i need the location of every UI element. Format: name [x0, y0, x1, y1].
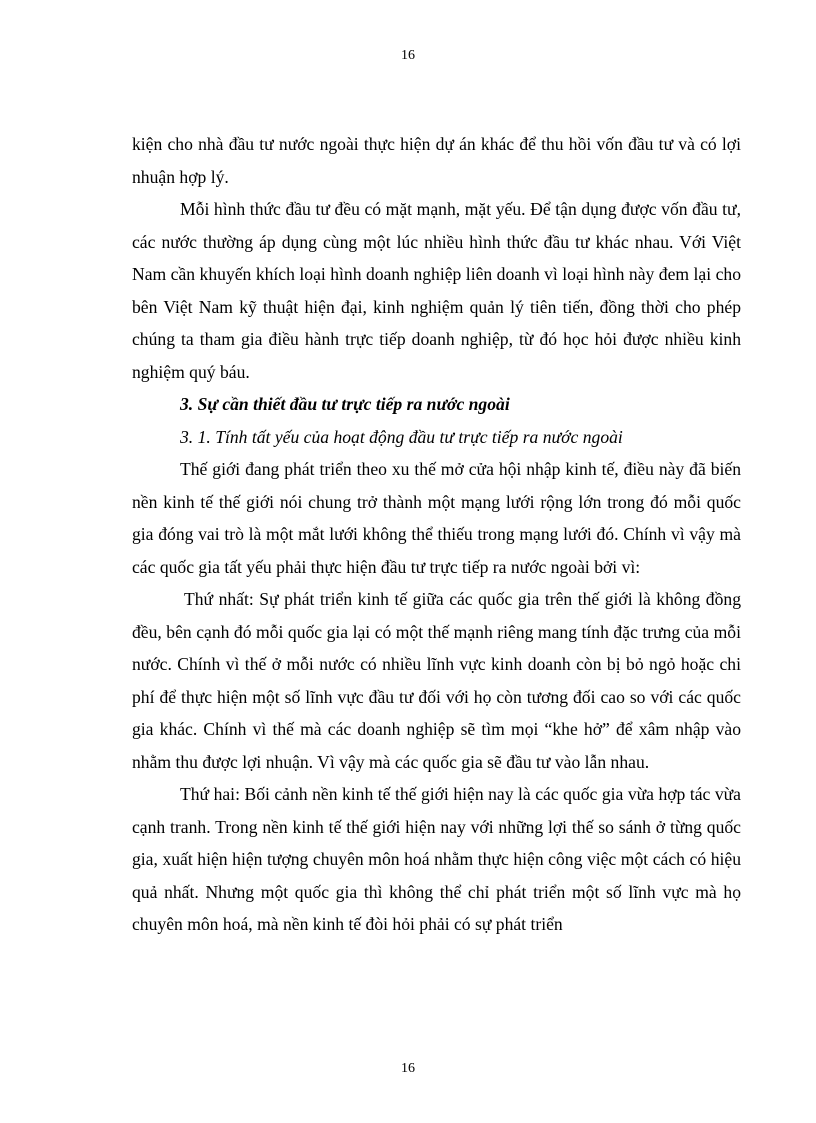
paragraph-world-economy: Thế giới đang phát triển theo xu thế mở cửa hội nhập kinh tế, điều này đã biến nền kinh tế thế giới nói chung trở thành một mạng lưới rộng lớn trong đó mỗi quốc gia đóng vai trò là một mắt lưới không thể thiếu trong mạng lưới đó. Chính vì vậy mà các quốc gia tất yếu phải thực hiện đầu tư trực tiếp ra nước ngoài bởi vì:	[132, 459, 741, 577]
paragraph-investment-forms: Mỗi hình thức đầu tư đều có mặt mạnh, mặt yếu. Để tận dụng được vốn đầu tư, các nước thường áp dụng cùng một lúc nhiều hình thức đầu tư khác nhau. Với Việt Nam cần khuyến khích loại hình doanh nghiệp liên doanh vì loại hình này đem lại cho bên Việt Nam kỹ thuật hiện đại, kinh nghiệm quản lý tiên tiến, đồng thời cho phép chúng ta tham gia điều hành trực tiếp doanh nghiệp, từ đó học hỏi được nhiều kinh nghiệm quý báu.	[132, 199, 741, 382]
page-number-top: 16	[401, 48, 415, 63]
subsection-heading-3-1: 3. 1. Tính tất yếu của hoạt động đầu tư trực tiếp ra nước ngoài	[180, 426, 623, 447]
paragraph-first-reason: Thứ nhất: Sự phát triển kinh tế giữa các quốc gia trên thế giới là không đồng đều, bên cạnh đó mỗi quốc gia lại có một thế mạnh riêng mang tính đặc trưng của mỗi nước. Chính vì thế ở mỗi nước có nhiều lĩnh vực kinh doanh còn bị bỏ ngỏ hoặc chi phí để thực hiện một số lĩnh vực đầu tư đối với họ còn tương đối cao so với các quốc gia khác. Chính vì thế mà các doanh nghiệp sẽ tìm mọi “khe hở” để xâm nhập vào nhằm thu được lợi nhuận. Vì vậy mà các quốc gia sẽ đầu tư vào lẫn nhau.	[132, 589, 741, 772]
document-body	[132, 128, 741, 941]
paragraph-second-reason: Thứ hai: Bối cảnh nền kinh tế thế giới hiện nay là các quốc gia vừa hợp tác vừa cạnh tranh. Trong nền kinh tế thế giới hiện nay với những lợi thế so sánh ở từng quốc gia, xuất hiện hiện tượng chuyên môn hoá nhằm thực hiện công việc một cách có hiệu quả nhất. Nhưng một quốc gia thì không thể chỉ phát triển một số lĩnh vực mà họ chuyên môn hoá, mà nền kinh tế đòi hỏi phải có sự phát triển	[132, 784, 741, 934]
page-number-bottom: 16	[401, 1061, 415, 1076]
paragraph-continuation: kiện cho nhà đầu tư nước ngoài thực hiện dự án khác để thu hồi vốn đầu tư và có lợi nhuận hợp lý.	[132, 134, 741, 187]
section-heading-3: 3. Sự cần thiết đầu tư trực tiếp ra nước ngoài	[180, 394, 510, 414]
